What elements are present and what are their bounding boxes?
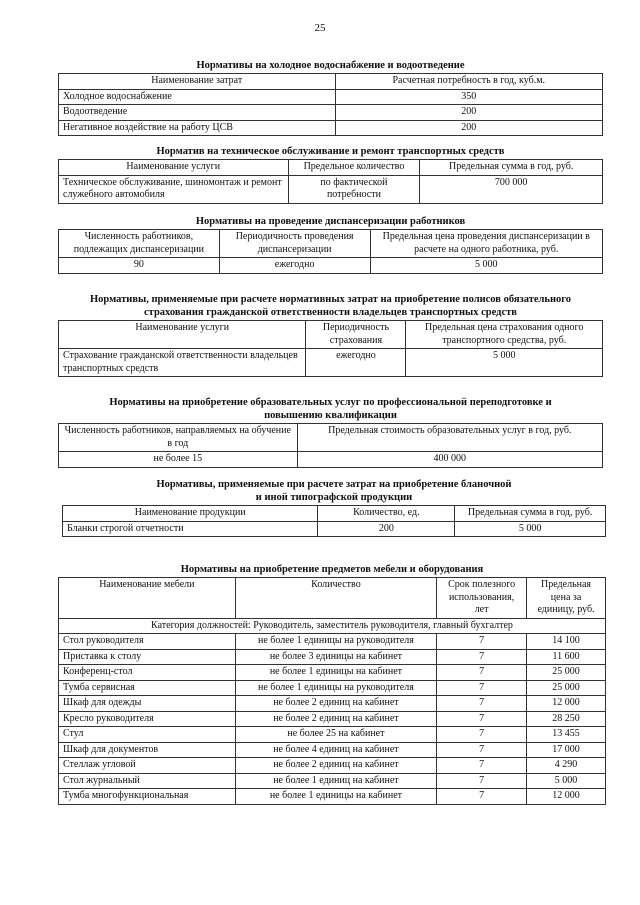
table-cell: 7 xyxy=(437,634,527,650)
table-cell: 7 xyxy=(437,696,527,712)
table-cell: 7 xyxy=(437,711,527,727)
table-cell: 7 xyxy=(437,665,527,681)
table-cell: 5 000 xyxy=(370,258,603,274)
table-cell: Страхование гражданской ответственности владельцев транспортных средств xyxy=(59,349,306,377)
table-cell: Бланки строгой отчетности xyxy=(63,521,318,537)
section-title: и иной типографской продукции xyxy=(255,492,413,503)
table-row xyxy=(59,649,606,665)
column-header: Предельное количество xyxy=(288,160,420,176)
table-row xyxy=(59,89,603,105)
table-row xyxy=(59,711,606,727)
table-cell: Негативное воздействие на работу ЦСВ xyxy=(59,120,336,136)
table-header-row xyxy=(59,74,603,90)
table-cell: Стул xyxy=(59,727,236,743)
vehicle-maintenance-table xyxy=(58,159,603,204)
table-cell: Холодное водоснабжение xyxy=(59,89,336,105)
table-cell: Техническое обслуживание, шиномонтаж и ремонт служебного автомобиля xyxy=(59,175,289,203)
table-cell: 7 xyxy=(437,758,527,774)
table-row xyxy=(59,452,603,468)
insurance-table xyxy=(58,320,603,377)
table-cell: 200 xyxy=(318,521,455,537)
section-title: повышению квалификации xyxy=(264,410,397,421)
column-header: Расчетная потребность в год, куб.м. xyxy=(335,74,603,90)
table-row xyxy=(59,789,606,805)
table-cell: 12 000 xyxy=(527,789,606,805)
table-cell: ежегодно xyxy=(219,258,370,274)
table-cell: 5 000 xyxy=(406,349,603,377)
table-row xyxy=(59,120,603,136)
table-cell: 11 600 xyxy=(527,649,606,665)
table-row xyxy=(59,175,603,203)
table-cell: 7 xyxy=(437,773,527,789)
table-row xyxy=(59,349,603,377)
table-header-row xyxy=(59,424,603,452)
table-cell: 5 000 xyxy=(455,521,606,537)
table-cell: 17 000 xyxy=(527,742,606,758)
medical-exam-table-section xyxy=(58,216,603,274)
printing-table-section xyxy=(62,479,606,537)
table-cell: не более 3 единицы на кабинет xyxy=(235,649,436,665)
table-cell: по фактической потребности xyxy=(288,175,420,203)
table-row xyxy=(59,680,606,696)
table-cell: 5 000 xyxy=(527,773,606,789)
section-title: Нормативы на проведение диспансеризации работников xyxy=(195,216,466,227)
table-cell: 200 xyxy=(335,105,603,121)
column-header: Количество, ед. xyxy=(318,506,455,522)
table-row xyxy=(59,727,606,743)
column-header: Численность работников, подлежащих диспансеризации xyxy=(59,230,220,258)
insurance-table-section xyxy=(58,294,603,377)
cold-water-table xyxy=(58,73,603,136)
column-header: Предельная сумма в год, руб. xyxy=(455,506,606,522)
printing-table xyxy=(62,505,606,537)
table-header-row xyxy=(63,506,606,522)
education-table-section xyxy=(58,397,603,468)
table-cell: не более 15 xyxy=(59,452,298,468)
vehicle-maintenance-table-section xyxy=(58,146,603,204)
table-cell: Тумба сервисная xyxy=(59,680,236,696)
table-cell: 200 xyxy=(335,120,603,136)
table-row xyxy=(59,742,606,758)
table-header-row xyxy=(59,160,603,176)
column-header: Наименование услуги xyxy=(59,321,306,349)
table-cell: не более 2 единиц на кабинет xyxy=(235,758,436,774)
table-cell: Стол журнальный xyxy=(59,773,236,789)
table-cell: 7 xyxy=(437,649,527,665)
table-row xyxy=(59,634,606,650)
table-cell: Шкаф для одежды xyxy=(59,696,236,712)
table-cell: 7 xyxy=(437,742,527,758)
table-cell: не более 1 единицы на кабинет xyxy=(235,789,436,805)
table-cell: Приставка к столу xyxy=(59,649,236,665)
table-cell: 7 xyxy=(437,727,527,743)
table-cell: 13 455 xyxy=(527,727,606,743)
page-number: 25 xyxy=(314,22,326,34)
table-cell: Водоотведение xyxy=(59,105,336,121)
cold-water-table-section xyxy=(58,60,603,136)
table-cell: 350 xyxy=(335,89,603,105)
table-row xyxy=(59,773,606,789)
table-cell: Шкаф для документов xyxy=(59,742,236,758)
table-cell: ежегодно xyxy=(306,349,406,377)
table-cell: не более 1 единиц на кабинет xyxy=(235,773,436,789)
table-header-row xyxy=(59,230,603,258)
table-row xyxy=(59,758,606,774)
section-title: Нормативы на приобретение предметов мебели и оборудования xyxy=(180,564,484,575)
table-row xyxy=(59,696,606,712)
table-row xyxy=(59,105,603,121)
furniture-table xyxy=(58,577,606,805)
table-row xyxy=(59,258,603,274)
section-title: Норматив на техническое обслуживание и ремонт транспортных средств xyxy=(156,146,505,157)
table-cell: Стеллаж угловой xyxy=(59,758,236,774)
table-cell: 7 xyxy=(437,789,527,805)
table-cell: 700 000 xyxy=(420,175,603,203)
category-cell: Категория должностей: Руководитель, заместитель руководителя, главный бухгалтер xyxy=(59,618,606,634)
section-title: страхования гражданской ответственности владельцев транспортных средств xyxy=(144,307,517,318)
table-cell: не более 1 единицы на кабинет xyxy=(235,665,436,681)
section-title: Нормативы, применяемые при расчете нормативных затрат на приобретение полисов обязательного xyxy=(89,294,572,305)
table-cell: 14 100 xyxy=(527,634,606,650)
column-header: Предельная цена страхования одного транспортного средства, руб. xyxy=(406,321,603,349)
column-header: Предельная цена за единицу, руб. xyxy=(527,578,606,619)
table-cell: 4 290 xyxy=(527,758,606,774)
column-header: Наименование затрат xyxy=(59,74,336,90)
table-cell: 25 000 xyxy=(527,665,606,681)
table-cell: Стол руководителя xyxy=(59,634,236,650)
table-row xyxy=(59,665,606,681)
section-title: Нормативы на холодное водоснабжение и водоотведение xyxy=(196,60,465,71)
table-header-row xyxy=(59,321,603,349)
table-cell: Конференц-стол xyxy=(59,665,236,681)
column-header: Наименование мебели xyxy=(59,578,236,619)
column-header: Предельная стоимость образовательных услуг в год, руб. xyxy=(297,424,602,452)
column-header: Наименование продукции xyxy=(63,506,318,522)
table-cell: не более 1 единицы на руководителя xyxy=(235,634,436,650)
column-header: Срок полезного использования, лет xyxy=(437,578,527,619)
column-header: Предельная сумма в год, руб. xyxy=(420,160,603,176)
table-cell: 28 250 xyxy=(527,711,606,727)
column-header: Численность работников, направляемых на обучение в год xyxy=(59,424,298,452)
education-table xyxy=(58,423,603,468)
table-cell: не более 2 единиц на кабинет xyxy=(235,696,436,712)
table-cell: не более 2 единиц на кабинет xyxy=(235,711,436,727)
table-cell: 400 000 xyxy=(297,452,602,468)
medical-exam-table xyxy=(58,229,603,274)
category-row xyxy=(59,618,606,634)
column-header: Предельная цена проведения диспансеризации в расчете на одного работника, руб. xyxy=(370,230,603,258)
table-cell: 7 xyxy=(437,680,527,696)
furniture-table-section xyxy=(58,564,606,805)
column-header: Количество xyxy=(235,578,436,619)
table-cell: 12 000 xyxy=(527,696,606,712)
table-cell: Кресло руководителя xyxy=(59,711,236,727)
table-cell: не более 4 единиц на кабинет xyxy=(235,742,436,758)
table-cell: 90 xyxy=(59,258,220,274)
table-cell: Тумба многофункциональная xyxy=(59,789,236,805)
table-row xyxy=(63,521,606,537)
section-title: Нормативы на приобретение образовательных услуг по профессиональной переподготовке и xyxy=(109,397,552,408)
column-header: Периодичность проведения диспансеризации xyxy=(219,230,370,258)
column-header: Наименование услуги xyxy=(59,160,289,176)
section-title: Нормативы, применяемые при расчете затрат на приобретение бланочной xyxy=(156,479,512,490)
table-cell: 25 000 xyxy=(527,680,606,696)
column-header: Периодичность страхования xyxy=(306,321,406,349)
table-header-row xyxy=(59,578,606,619)
table-cell: не более 1 единицы на руководителя xyxy=(235,680,436,696)
table-cell: не более 25 на кабинет xyxy=(235,727,436,743)
